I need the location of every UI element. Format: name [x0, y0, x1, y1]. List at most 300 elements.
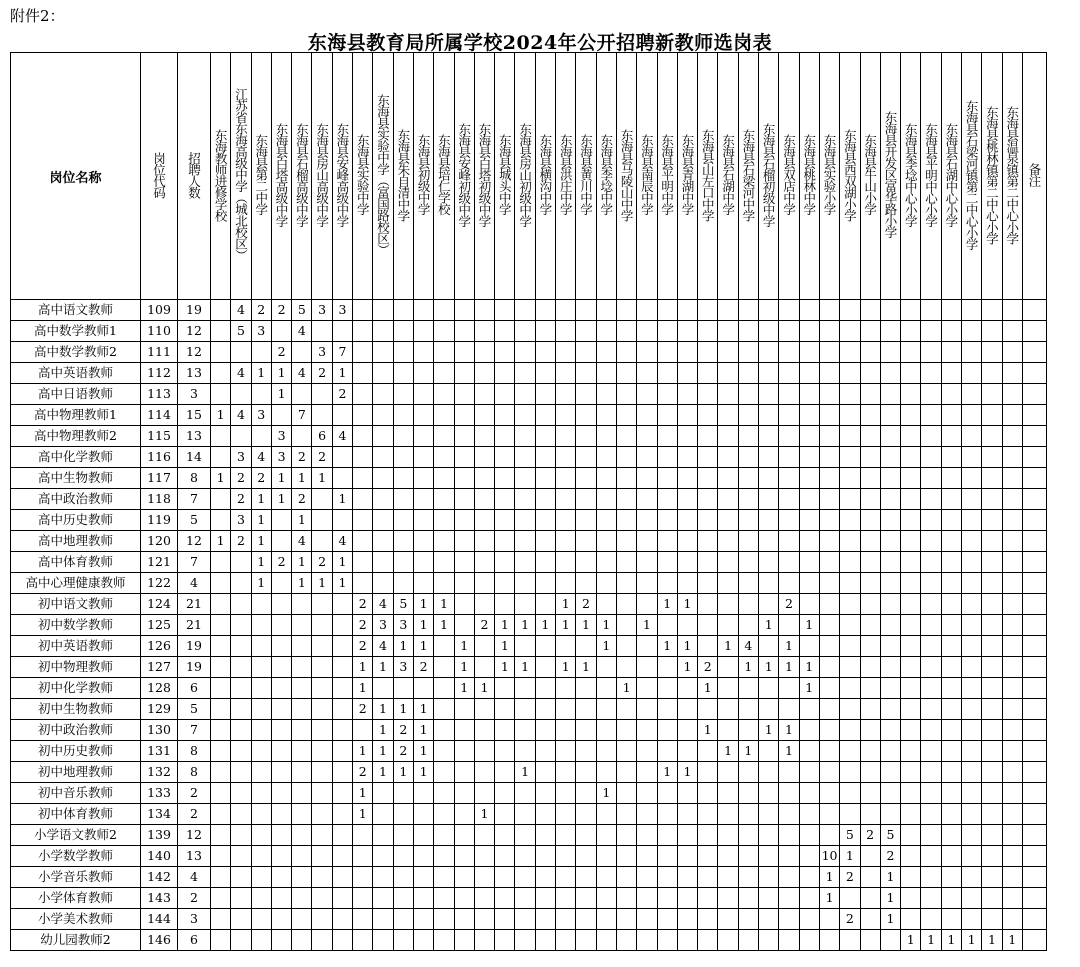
school-quota-cell [921, 321, 941, 342]
school-quota-cell: 1 [880, 909, 900, 930]
school-quota-cell [596, 426, 616, 447]
school-quota-cell: 5 [292, 300, 312, 321]
school-quota-cell [637, 657, 657, 678]
school-quota-cell [921, 384, 941, 405]
school-quota-cell [840, 321, 860, 342]
school-quota-cell [474, 321, 494, 342]
school-quota-cell [393, 321, 413, 342]
school-quota-cell [251, 426, 271, 447]
school-quota-cell [535, 888, 555, 909]
header-position-name [11, 53, 141, 300]
school-quota-cell [556, 888, 576, 909]
school-quota-cell [1002, 552, 1022, 573]
school-quota-cell [434, 804, 454, 825]
school-quota-cell [901, 384, 921, 405]
school-quota-cell [941, 405, 961, 426]
school-quota-cell [759, 804, 779, 825]
school-quota-cell [292, 720, 312, 741]
school-quota-cell [1002, 657, 1022, 678]
school-quota-cell [434, 678, 454, 699]
school-quota-cell [251, 825, 271, 846]
school-quota-cell [921, 447, 941, 468]
school-quota-cell [759, 762, 779, 783]
school-quota-cell [941, 909, 961, 930]
school-quota-cell [616, 867, 636, 888]
school-quota-cell [860, 594, 880, 615]
school-quota-cell [373, 426, 393, 447]
school-quota-cell [495, 384, 515, 405]
school-quota-cell [961, 384, 981, 405]
school-quota-cell [495, 363, 515, 384]
school-quota-cell [495, 909, 515, 930]
school-quota-cell [434, 699, 454, 720]
school-quota-cell [657, 678, 677, 699]
school-quota-cell [779, 342, 799, 363]
school-quota-cell [840, 678, 860, 699]
school-quota-cell [576, 636, 596, 657]
school-quota-cell [373, 867, 393, 888]
school-quota-cell [657, 573, 677, 594]
position-name-cell: 高中心理健康教师 [11, 573, 141, 594]
school-quota-cell [353, 342, 373, 363]
school-quota-cell: 2 [292, 489, 312, 510]
school-quota-cell [251, 384, 271, 405]
school-quota-cell [961, 510, 981, 531]
table-row [11, 699, 1047, 720]
school-quota-cell: 7 [332, 342, 352, 363]
school-quota-cell [596, 909, 616, 930]
school-quota-cell [677, 804, 697, 825]
school-quota-cell: 1 [211, 531, 231, 552]
school-quota-cell [474, 447, 494, 468]
school-quota-cell [535, 657, 555, 678]
school-quota-cell [332, 678, 352, 699]
school-quota-cell [941, 825, 961, 846]
position-name-cell: 高中数学教师2 [11, 342, 141, 363]
school-quota-cell [271, 720, 291, 741]
school-quota-cell: 1 [393, 699, 413, 720]
school-quota-cell [393, 783, 413, 804]
school-quota-cell [901, 531, 921, 552]
school-quota-cell [312, 783, 332, 804]
school-quota-cell [434, 573, 454, 594]
school-quota-cell: 1 [251, 489, 271, 510]
school-quota-cell [698, 489, 718, 510]
school-quota-cell [921, 657, 941, 678]
school-quota-cell [819, 930, 839, 951]
school-quota-cell [921, 783, 941, 804]
header-school-23-label: 东海县平明中学 [659, 134, 675, 215]
school-quota-cell [413, 888, 433, 909]
school-quota-cell [982, 468, 1002, 489]
school-quota-cell [434, 321, 454, 342]
school-quota-cell [312, 867, 332, 888]
school-quota-cell [921, 909, 941, 930]
school-quota-cell [1002, 804, 1022, 825]
school-quota-cell [698, 321, 718, 342]
school-quota-cell [880, 720, 900, 741]
header-school-1-label: 东海教师进修学校 [213, 128, 229, 221]
school-quota-cell [271, 867, 291, 888]
table-row [11, 636, 1047, 657]
hire-count-cell: 7 [178, 720, 211, 741]
school-quota-cell [616, 531, 636, 552]
school-quota-cell [515, 825, 535, 846]
position-name-cell: 初中化学教师 [11, 678, 141, 699]
school-quota-cell [393, 468, 413, 489]
school-quota-cell [921, 804, 941, 825]
school-quota-cell [251, 741, 271, 762]
school-quota-cell [556, 783, 576, 804]
header-school-6-label: 东海县房山高级中学 [314, 122, 330, 227]
table-row [11, 510, 1047, 531]
school-quota-cell [576, 678, 596, 699]
school-quota-cell [718, 678, 738, 699]
school-quota-cell [211, 594, 231, 615]
school-quota-cell [332, 615, 352, 636]
school-quota-cell [961, 531, 981, 552]
school-quota-cell [616, 762, 636, 783]
school-quota-cell [779, 678, 799, 699]
school-quota-cell [535, 531, 555, 552]
position-code-cell: 122 [141, 573, 178, 594]
school-quota-cell [312, 531, 332, 552]
school-quota-cell [657, 510, 677, 531]
school-quota-cell [637, 867, 657, 888]
school-quota-cell [860, 930, 880, 951]
school-quota-cell [738, 531, 758, 552]
school-quota-cell [941, 468, 961, 489]
school-quota-cell [779, 909, 799, 930]
school-quota-cell [819, 531, 839, 552]
school-quota-cell [332, 930, 352, 951]
school-quota-cell [901, 363, 921, 384]
school-quota-cell: 1 [332, 573, 352, 594]
school-quota-cell [251, 720, 271, 741]
school-quota-cell [941, 762, 961, 783]
school-quota-cell: 1 [738, 657, 758, 678]
school-quota-cell: 2 [393, 720, 413, 741]
school-quota-cell: 1 [576, 657, 596, 678]
table-row [11, 888, 1047, 909]
school-quota-cell [535, 636, 555, 657]
school-quota-cell [657, 804, 677, 825]
school-quota-cell: 1 [251, 363, 271, 384]
school-quota-cell [211, 489, 231, 510]
school-quota-cell: 1 [677, 594, 697, 615]
school-quota-cell [677, 426, 697, 447]
school-quota-cell: 1 [515, 657, 535, 678]
school-quota-cell [596, 321, 616, 342]
school-quota-cell: 6 [312, 426, 332, 447]
school-quota-cell [535, 300, 555, 321]
hire-count-cell: 19 [178, 300, 211, 321]
school-quota-cell [718, 447, 738, 468]
school-quota-cell [556, 699, 576, 720]
school-quota-cell [515, 510, 535, 531]
school-quota-cell [799, 636, 819, 657]
header-school-26 [718, 53, 738, 300]
school-quota-cell [819, 720, 839, 741]
school-quota-cell: 1 [657, 636, 677, 657]
school-quota-cell [596, 384, 616, 405]
school-quota-cell [941, 699, 961, 720]
school-quota-cell [434, 510, 454, 531]
school-quota-cell [434, 657, 454, 678]
hire-count-cell: 6 [178, 678, 211, 699]
school-quota-cell [1002, 300, 1022, 321]
school-quota-cell [819, 468, 839, 489]
school-quota-cell [231, 573, 251, 594]
school-quota-cell: 2 [251, 468, 271, 489]
header-school-24 [677, 53, 697, 300]
school-quota-cell [413, 510, 433, 531]
school-quota-cell [961, 804, 981, 825]
school-quota-cell [961, 846, 981, 867]
school-quota-cell: 1 [698, 720, 718, 741]
school-quota-cell [677, 300, 697, 321]
school-quota-cell [596, 846, 616, 867]
school-quota-cell [982, 552, 1002, 573]
school-quota-cell [961, 594, 981, 615]
table-row [11, 531, 1047, 552]
school-quota-cell [535, 510, 555, 531]
hire-count-cell: 2 [178, 888, 211, 909]
school-quota-cell [1002, 741, 1022, 762]
school-quota-cell [413, 930, 433, 951]
school-quota-cell [556, 447, 576, 468]
school-quota-cell [535, 405, 555, 426]
school-quota-cell [779, 699, 799, 720]
school-quota-cell: 1 [495, 657, 515, 678]
header-school-8-label: 东海县实验中学 [355, 134, 371, 215]
school-quota-cell [738, 405, 758, 426]
school-quota-cell [616, 783, 636, 804]
school-quota-cell [596, 300, 616, 321]
school-quota-cell: 1 [596, 783, 616, 804]
school-quota-cell: 1 [799, 678, 819, 699]
school-quota-cell: 1 [535, 615, 555, 636]
school-quota-cell [698, 762, 718, 783]
school-quota-cell [535, 825, 555, 846]
school-quota-cell [799, 363, 819, 384]
school-quota-cell [596, 468, 616, 489]
school-quota-cell [677, 615, 697, 636]
school-quota-cell [393, 447, 413, 468]
school-quota-cell [840, 615, 860, 636]
header-school-31 [819, 53, 839, 300]
school-quota-cell [515, 573, 535, 594]
school-quota-cell [393, 573, 413, 594]
school-quota-cell [819, 762, 839, 783]
school-quota-cell [799, 342, 819, 363]
school-quota-cell [535, 804, 555, 825]
school-quota-cell [819, 489, 839, 510]
position-code-cell: 116 [141, 447, 178, 468]
school-quota-cell: 1 [556, 615, 576, 636]
note-cell [1022, 531, 1046, 552]
school-quota-cell [373, 321, 393, 342]
school-quota-cell [535, 930, 555, 951]
position-name-cell: 初中英语教师 [11, 636, 141, 657]
header-school-18 [556, 53, 576, 300]
school-quota-cell [535, 594, 555, 615]
school-quota-cell [961, 762, 981, 783]
school-quota-cell [738, 867, 758, 888]
school-quota-cell [759, 594, 779, 615]
school-quota-cell: 1 [759, 720, 779, 741]
position-code-cell: 128 [141, 678, 178, 699]
school-quota-cell [474, 867, 494, 888]
school-quota-cell [779, 888, 799, 909]
school-quota-cell: 2 [353, 636, 373, 657]
school-quota-cell [576, 405, 596, 426]
school-quota-cell [312, 825, 332, 846]
school-quota-cell [515, 489, 535, 510]
school-quota-cell: 3 [251, 405, 271, 426]
school-quota-cell [434, 825, 454, 846]
school-quota-cell: 2 [292, 447, 312, 468]
school-quota-cell [231, 930, 251, 951]
school-quota-cell [515, 867, 535, 888]
position-name-cell: 高中化学教师 [11, 447, 141, 468]
school-quota-cell [941, 657, 961, 678]
school-quota-cell [880, 657, 900, 678]
school-quota-cell [312, 804, 332, 825]
school-quota-cell [495, 930, 515, 951]
school-quota-cell: 1 [901, 930, 921, 951]
school-quota-cell [271, 405, 291, 426]
school-quota-cell: 1 [515, 615, 535, 636]
school-quota-cell [880, 321, 900, 342]
school-quota-cell [616, 930, 636, 951]
school-quota-cell [961, 426, 981, 447]
school-quota-cell [434, 636, 454, 657]
school-quota-cell [637, 762, 657, 783]
school-quota-cell [759, 531, 779, 552]
school-quota-cell [941, 846, 961, 867]
school-quota-cell [373, 909, 393, 930]
school-quota-cell [576, 363, 596, 384]
school-quota-cell [637, 300, 657, 321]
school-quota-cell [413, 405, 433, 426]
school-quota-cell [556, 468, 576, 489]
school-quota-cell [677, 888, 697, 909]
school-quota-cell: 1 [515, 762, 535, 783]
school-quota-cell [840, 552, 860, 573]
school-quota-cell [454, 300, 474, 321]
table-row [11, 405, 1047, 426]
header-position-name-label: 岗位名称 [49, 170, 102, 186]
school-quota-cell [474, 930, 494, 951]
school-quota-cell [860, 363, 880, 384]
school-quota-cell [211, 930, 231, 951]
school-quota-cell [251, 909, 271, 930]
school-quota-cell [413, 783, 433, 804]
position-code-cell: 132 [141, 762, 178, 783]
school-quota-cell: 2 [271, 552, 291, 573]
school-quota-cell [556, 573, 576, 594]
school-quota-cell [454, 741, 474, 762]
school-quota-cell: 1 [373, 741, 393, 762]
school-quota-cell [961, 888, 981, 909]
school-quota-cell [596, 594, 616, 615]
school-quota-cell: 4 [373, 636, 393, 657]
note-cell [1022, 720, 1046, 741]
school-quota-cell [474, 909, 494, 930]
school-quota-cell [271, 762, 291, 783]
school-quota-cell: 2 [698, 657, 718, 678]
school-quota-cell [353, 909, 373, 930]
school-quota-cell [413, 426, 433, 447]
school-quota-cell [698, 825, 718, 846]
school-quota-cell [434, 552, 454, 573]
note-cell [1022, 489, 1046, 510]
school-quota-cell [495, 552, 515, 573]
school-quota-cell [840, 510, 860, 531]
school-quota-cell [738, 447, 758, 468]
school-quota-cell [799, 468, 819, 489]
school-quota-cell: 1 [353, 657, 373, 678]
school-quota-cell [576, 321, 596, 342]
school-quota-cell [921, 636, 941, 657]
school-quota-cell [332, 510, 352, 531]
school-quota-cell [312, 657, 332, 678]
school-quota-cell: 3 [393, 615, 413, 636]
school-quota-cell [556, 825, 576, 846]
school-quota-cell [637, 930, 657, 951]
header-school-24-label: 东海县青湖中学 [679, 134, 695, 215]
school-quota-cell [921, 405, 941, 426]
school-quota-cell [576, 342, 596, 363]
school-quota-cell [434, 741, 454, 762]
header-school-38 [961, 53, 981, 300]
school-quota-cell [576, 468, 596, 489]
school-quota-cell [211, 573, 231, 594]
school-quota-cell [860, 783, 880, 804]
position-name-cell: 高中数学教师1 [11, 321, 141, 342]
school-quota-cell [860, 678, 880, 699]
school-quota-cell [657, 552, 677, 573]
school-quota-cell [921, 363, 941, 384]
school-quota-cell: 2 [231, 489, 251, 510]
school-quota-cell [779, 489, 799, 510]
school-quota-cell [535, 720, 555, 741]
school-quota-cell [880, 699, 900, 720]
school-quota-cell [677, 699, 697, 720]
school-quota-cell [840, 531, 860, 552]
school-quota-cell [840, 447, 860, 468]
school-quota-cell [1002, 531, 1022, 552]
hire-count-cell: 4 [178, 867, 211, 888]
school-quota-cell: 5 [393, 594, 413, 615]
school-quota-cell [271, 909, 291, 930]
school-quota-cell [657, 720, 677, 741]
school-quota-cell [495, 762, 515, 783]
school-quota-cell [819, 573, 839, 594]
school-quota-cell [840, 468, 860, 489]
school-quota-cell [961, 468, 981, 489]
header-school-34 [880, 53, 900, 300]
school-quota-cell [982, 846, 1002, 867]
school-quota-cell [860, 867, 880, 888]
school-quota-cell [292, 888, 312, 909]
school-quota-cell [698, 468, 718, 489]
school-quota-cell [312, 741, 332, 762]
school-quota-cell [1002, 888, 1022, 909]
header-school-27 [738, 53, 758, 300]
school-quota-cell [353, 825, 373, 846]
